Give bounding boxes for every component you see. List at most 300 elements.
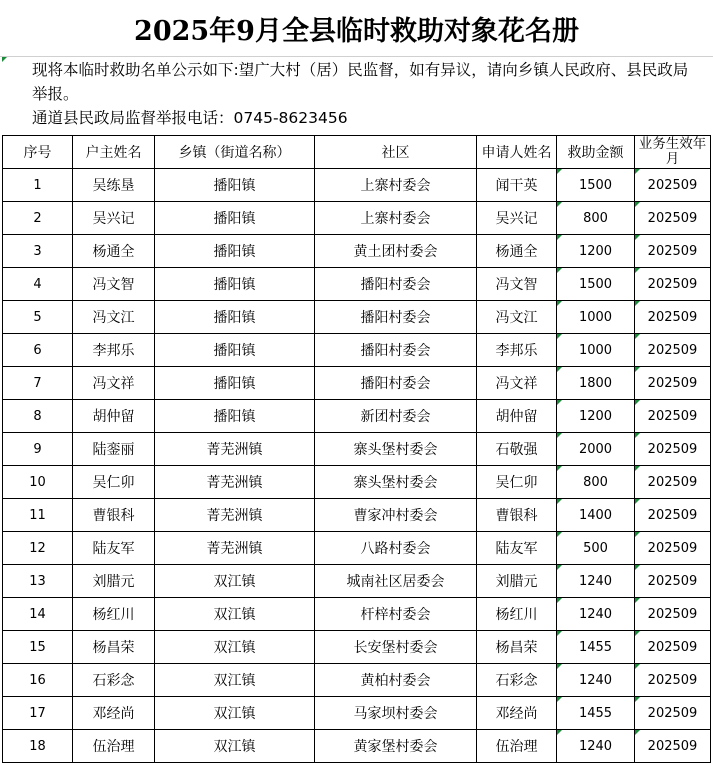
cell-marker-icon	[635, 235, 640, 240]
cell-index-text: 5	[33, 309, 42, 325]
cell-effective-month	[635, 598, 711, 631]
table-row	[3, 631, 711, 664]
cell-amount	[557, 202, 635, 235]
cell-marker-icon	[635, 730, 640, 735]
notice-block	[2, 58, 702, 130]
cell-amount-text: 1500	[578, 276, 613, 292]
cell-marker-icon	[635, 202, 640, 207]
cell-community	[315, 433, 477, 466]
cell-marker-icon	[557, 169, 562, 174]
cell-community-text: 曹家冲村委会	[353, 508, 438, 524]
cell-householder	[73, 565, 155, 598]
header-applicant: 申请人姓名	[477, 136, 557, 169]
cell-marker-icon	[557, 367, 562, 372]
cell-householder	[73, 367, 155, 400]
cell-township	[155, 631, 315, 664]
cell-township	[155, 598, 315, 631]
cell-amount-text: 1200	[578, 408, 613, 424]
cell-community	[315, 169, 477, 202]
cell-effective-month	[635, 268, 711, 301]
cell-township	[155, 499, 315, 532]
cell-amount-text: 1240	[578, 606, 613, 622]
cell-householder	[73, 532, 155, 565]
cell-householder	[73, 466, 155, 499]
cell-marker-icon	[635, 301, 640, 306]
cell-index-text: 17	[29, 705, 46, 721]
cell-applicant	[477, 433, 557, 466]
cell-marker-icon	[635, 169, 640, 174]
cell-applicant-text: 杨红川	[495, 607, 538, 623]
cell-effective-month	[635, 532, 711, 565]
cell-township-text: 播阳镇	[213, 409, 256, 425]
cell-township	[155, 466, 315, 499]
cell-index	[3, 565, 73, 598]
cell-effective-month	[635, 202, 711, 235]
cell-marker-icon	[635, 532, 640, 537]
cell-effective-month	[635, 400, 711, 433]
table-row	[3, 202, 711, 235]
cell-community	[315, 532, 477, 565]
cell-marker-icon	[635, 433, 640, 438]
cell-township-text: 播阳镇	[213, 277, 256, 293]
cell-marker-icon	[557, 235, 562, 240]
cell-effective-month	[635, 235, 711, 268]
cell-householder	[73, 169, 155, 202]
cell-householder	[73, 598, 155, 631]
cell-community-text: 黄家堡村委会	[353, 739, 438, 755]
cell-effective-month	[635, 631, 711, 664]
cell-effective-month-text: 202509	[647, 408, 698, 424]
cell-effective-month	[635, 730, 711, 763]
cell-applicant	[477, 499, 557, 532]
cell-marker-icon	[635, 697, 640, 702]
cell-index-text: 12	[29, 540, 46, 556]
cell-marker-icon	[557, 565, 562, 570]
table-row	[3, 664, 711, 697]
cell-effective-month-text: 202509	[647, 672, 698, 688]
cell-community-text: 上寨村委会	[360, 178, 431, 194]
cell-community-text: 寨头堡村委会	[353, 442, 438, 458]
cell-community-text: 黄柏村委会	[360, 673, 431, 689]
cell-amount	[557, 532, 635, 565]
cell-applicant-text: 石敬强	[495, 442, 538, 458]
cell-marker-icon	[635, 367, 640, 372]
cell-township	[155, 301, 315, 334]
cell-community	[315, 565, 477, 598]
cell-householder-text: 陆銮丽	[92, 442, 135, 458]
cell-householder-text: 石彩念	[92, 673, 135, 689]
cell-township-text: 菁芜洲镇	[206, 475, 263, 491]
cell-township	[155, 235, 315, 268]
cell-township-text: 播阳镇	[213, 244, 256, 260]
table-row	[3, 400, 711, 433]
cell-township-text: 播阳镇	[213, 376, 256, 392]
cell-index	[3, 169, 73, 202]
cell-marker-icon	[557, 334, 562, 339]
cell-township-text: 菁芜洲镇	[206, 442, 263, 458]
cell-marker-icon	[635, 334, 640, 339]
cell-effective-month-text: 202509	[647, 573, 698, 589]
cell-township	[155, 433, 315, 466]
cell-community	[315, 730, 477, 763]
header-index: 序号	[3, 136, 73, 169]
cell-applicant	[477, 334, 557, 367]
cell-marker-icon	[557, 631, 562, 636]
cell-householder	[73, 202, 155, 235]
cell-applicant-text: 刘腊元	[495, 574, 538, 590]
cell-community	[315, 598, 477, 631]
cell-index-text: 13	[29, 573, 46, 589]
cell-effective-month-text: 202509	[647, 177, 698, 193]
cell-effective-month-text: 202509	[647, 309, 698, 325]
cell-township-text: 双江镇	[213, 739, 256, 755]
cell-amount	[557, 268, 635, 301]
cell-householder-text: 刘腊元	[92, 574, 135, 590]
cell-index	[3, 532, 73, 565]
cell-marker-icon	[635, 268, 640, 273]
table-row	[3, 598, 711, 631]
cell-householder	[73, 334, 155, 367]
cell-index-text: 14	[29, 606, 46, 622]
cell-community	[315, 664, 477, 697]
cell-community	[315, 268, 477, 301]
cell-index	[3, 631, 73, 664]
cell-applicant	[477, 631, 557, 664]
cell-marker-icon	[557, 499, 562, 504]
cell-community-text: 城南社区居委会	[346, 574, 445, 590]
cell-amount-text: 1240	[578, 573, 613, 589]
cell-householder	[73, 631, 155, 664]
cell-householder-text: 伍治理	[92, 739, 135, 755]
cell-applicant-text: 陆友军	[495, 541, 538, 557]
cell-applicant	[477, 565, 557, 598]
cell-effective-month	[635, 301, 711, 334]
cell-index	[3, 268, 73, 301]
cell-amount	[557, 631, 635, 664]
cell-community	[315, 367, 477, 400]
table-row	[3, 466, 711, 499]
cell-community	[315, 301, 477, 334]
cell-amount-text: 800	[583, 210, 608, 226]
relief-roster-table	[2, 135, 711, 763]
cell-township	[155, 202, 315, 235]
cell-index-text: 4	[33, 276, 42, 292]
cell-township	[155, 268, 315, 301]
cell-effective-month	[635, 565, 711, 598]
cell-householder	[73, 433, 155, 466]
cell-effective-month	[635, 169, 711, 202]
cell-community-text: 播阳村委会	[360, 310, 431, 326]
cell-marker-icon	[557, 400, 562, 405]
cell-applicant-text: 闻干英	[495, 178, 538, 194]
cell-amount-text: 1455	[578, 705, 613, 721]
cell-township-text: 播阳镇	[213, 343, 256, 359]
cell-amount	[557, 169, 635, 202]
cell-effective-month-text: 202509	[647, 705, 698, 721]
cell-marker-icon	[557, 532, 562, 537]
cell-township	[155, 367, 315, 400]
cell-amount-text: 1455	[578, 639, 613, 655]
cell-effective-month-text: 202509	[647, 441, 698, 457]
cell-township-text: 双江镇	[213, 640, 256, 656]
cell-amount-text: 1500	[578, 177, 613, 193]
cell-township	[155, 565, 315, 598]
cell-index-text: 16	[29, 672, 46, 688]
cell-householder-text: 吴练垦	[92, 178, 135, 194]
cell-community	[315, 235, 477, 268]
cell-applicant-text: 吴仁卯	[495, 475, 538, 491]
cell-amount	[557, 334, 635, 367]
cell-householder	[73, 730, 155, 763]
cell-amount	[557, 400, 635, 433]
cell-householder	[73, 697, 155, 730]
cell-index	[3, 235, 73, 268]
cell-amount-text: 500	[583, 540, 608, 556]
cell-township-text: 双江镇	[213, 607, 256, 623]
cell-amount	[557, 565, 635, 598]
cell-township-text: 双江镇	[213, 574, 256, 590]
cell-township	[155, 334, 315, 367]
cell-community	[315, 400, 477, 433]
header-township: 乡镇（街道名称）	[155, 136, 315, 169]
table-row	[3, 235, 711, 268]
cell-applicant	[477, 466, 557, 499]
cell-householder-text: 吴兴记	[92, 211, 135, 227]
notice-line-1: 现将本临时救助名单公示如下:望广大村（居）民监督，如有异议，请向乡镇人民政府、县民政局举报。	[32, 61, 689, 103]
table-row	[3, 532, 711, 565]
cell-marker-icon	[635, 499, 640, 504]
cell-effective-month-text: 202509	[647, 540, 698, 556]
cell-index	[3, 697, 73, 730]
cell-community-text: 新团村委会	[360, 409, 431, 425]
cell-community-text: 马家坝村委会	[353, 706, 438, 722]
cell-township-text: 菁芜洲镇	[206, 541, 263, 557]
cell-amount-text: 1400	[578, 507, 613, 523]
cell-householder-text: 吴仁卯	[92, 475, 135, 491]
cell-amount	[557, 466, 635, 499]
cell-effective-month-text: 202509	[647, 210, 698, 226]
cell-amount-text: 2000	[578, 441, 613, 457]
cell-index-text: 9	[33, 441, 42, 457]
cell-township-text: 播阳镇	[213, 310, 256, 326]
cell-applicant	[477, 235, 557, 268]
cell-applicant-text: 邓经尚	[495, 706, 538, 722]
cell-community-text: 播阳村委会	[360, 277, 431, 293]
cell-amount	[557, 697, 635, 730]
cell-community	[315, 466, 477, 499]
cell-marker-icon	[557, 730, 562, 735]
cell-effective-month-text: 202509	[647, 507, 698, 523]
cell-community-text: 杆梓村委会	[360, 607, 431, 623]
table-row	[3, 268, 711, 301]
cell-householder-text: 杨红川	[92, 607, 135, 623]
cell-community-text: 播阳村委会	[360, 376, 431, 392]
cell-applicant	[477, 664, 557, 697]
cell-index-text: 8	[33, 408, 42, 424]
cell-effective-month-text: 202509	[647, 342, 698, 358]
cell-marker-icon	[557, 433, 562, 438]
table-row	[3, 334, 711, 367]
document-title: 2025年9月全县临时救助对象花名册	[0, 0, 713, 57]
cell-applicant-text: 吴兴记	[495, 211, 538, 227]
cell-township-text: 播阳镇	[213, 211, 256, 227]
header-amount: 救助金额	[557, 136, 635, 169]
cell-applicant-text: 伍治理	[495, 739, 538, 755]
cell-amount	[557, 730, 635, 763]
cell-community	[315, 499, 477, 532]
cell-effective-month	[635, 334, 711, 367]
cell-effective-month-text: 202509	[647, 276, 698, 292]
cell-index	[3, 433, 73, 466]
cell-community-text: 播阳村委会	[360, 343, 431, 359]
cell-township	[155, 532, 315, 565]
cell-marker-icon	[635, 631, 640, 636]
cell-amount-text: 1200	[578, 243, 613, 259]
cell-community-text: 长安堡村委会	[353, 640, 438, 656]
cell-index	[3, 664, 73, 697]
cell-index-text: 7	[33, 375, 42, 391]
cell-effective-month	[635, 466, 711, 499]
cell-householder	[73, 235, 155, 268]
cell-effective-month	[635, 499, 711, 532]
table-row	[3, 697, 711, 730]
cell-effective-month-text: 202509	[647, 606, 698, 622]
cell-householder	[73, 268, 155, 301]
cell-township-text: 菁芜洲镇	[206, 508, 263, 524]
table-row	[3, 433, 711, 466]
cell-township	[155, 400, 315, 433]
cell-index-text: 10	[29, 474, 46, 490]
cell-township-text: 播阳镇	[213, 178, 256, 194]
cell-householder	[73, 301, 155, 334]
cell-householder-text: 杨通全	[92, 244, 135, 260]
cell-householder-text: 曹银科	[92, 508, 135, 524]
header-householder: 户主姓名	[73, 136, 155, 169]
cell-index-text: 18	[29, 738, 46, 754]
cell-amount	[557, 367, 635, 400]
cell-township	[155, 697, 315, 730]
cell-marker-icon	[635, 400, 640, 405]
cell-applicant	[477, 169, 557, 202]
cell-community-text: 黄土团村委会	[353, 244, 438, 260]
cell-effective-month-text: 202509	[647, 375, 698, 391]
header-effective-month: 业务生效年月	[635, 136, 711, 169]
cell-applicant-text: 冯文智	[495, 277, 538, 293]
cell-community	[315, 697, 477, 730]
cell-marker-icon	[635, 598, 640, 603]
cell-householder-text: 胡仲留	[92, 409, 135, 425]
cell-householder-text: 冯文祥	[92, 376, 135, 392]
cell-marker-icon	[557, 202, 562, 207]
cell-applicant-text: 胡仲留	[495, 409, 538, 425]
cell-index	[3, 301, 73, 334]
cell-township	[155, 169, 315, 202]
cell-householder-text: 李邦乐	[92, 343, 135, 359]
cell-amount-text: 1240	[578, 738, 613, 754]
cell-index-text: 6	[33, 342, 42, 358]
cell-township-text: 双江镇	[213, 673, 256, 689]
cell-applicant	[477, 598, 557, 631]
cell-community	[315, 202, 477, 235]
table-row	[3, 499, 711, 532]
cell-householder-text: 邓经尚	[92, 706, 135, 722]
cell-effective-month-text: 202509	[647, 243, 698, 259]
cell-marker-icon	[557, 268, 562, 273]
cell-community	[315, 631, 477, 664]
cell-marker-icon	[557, 664, 562, 669]
cell-applicant-text: 冯文江	[495, 310, 538, 326]
cell-effective-month-text: 202509	[647, 639, 698, 655]
cell-householder	[73, 664, 155, 697]
cell-householder-text: 冯文智	[92, 277, 135, 293]
table-row	[3, 367, 711, 400]
cell-index	[3, 730, 73, 763]
cell-applicant-text: 石彩念	[495, 673, 538, 689]
cell-effective-month-text: 202509	[647, 738, 698, 754]
cell-applicant	[477, 400, 557, 433]
cell-amount-text: 1240	[578, 672, 613, 688]
cell-applicant	[477, 532, 557, 565]
header-community: 社区	[315, 136, 477, 169]
cell-index-text: 15	[29, 639, 46, 655]
cell-applicant	[477, 367, 557, 400]
cell-effective-month	[635, 697, 711, 730]
cell-amount-text: 1000	[578, 342, 613, 358]
cell-applicant-text: 冯文祥	[495, 376, 538, 392]
cell-community-text: 上寨村委会	[360, 211, 431, 227]
cell-applicant	[477, 697, 557, 730]
cell-index	[3, 334, 73, 367]
cell-householder-text: 冯文江	[92, 310, 135, 326]
cell-marker-icon	[557, 466, 562, 471]
cell-township	[155, 730, 315, 763]
cell-effective-month-text: 202509	[647, 474, 698, 490]
cell-applicant	[477, 202, 557, 235]
cell-township	[155, 664, 315, 697]
cell-marker-icon	[635, 466, 640, 471]
cell-index-text: 11	[29, 507, 46, 523]
cell-amount-text: 1800	[578, 375, 613, 391]
cell-effective-month	[635, 433, 711, 466]
cell-community	[315, 334, 477, 367]
table-row	[3, 730, 711, 763]
cell-householder-text: 杨昌荣	[92, 640, 135, 656]
cell-applicant-text: 杨通全	[495, 244, 538, 260]
cell-index	[3, 202, 73, 235]
cell-marker-icon	[635, 664, 640, 669]
cell-marker-icon	[557, 697, 562, 702]
cell-effective-month	[635, 367, 711, 400]
cell-applicant	[477, 730, 557, 763]
cell-index-text: 1	[33, 177, 42, 193]
cell-index	[3, 466, 73, 499]
cell-amount	[557, 433, 635, 466]
cell-community-text: 寨头堡村委会	[353, 475, 438, 491]
cell-applicant-text: 曹银科	[495, 508, 538, 524]
cell-township-text: 双江镇	[213, 706, 256, 722]
cell-amount-text: 1000	[578, 309, 613, 325]
cell-marker-icon	[557, 301, 562, 306]
cell-amount	[557, 598, 635, 631]
cell-marker-icon	[635, 565, 640, 570]
cell-marker-icon	[557, 598, 562, 603]
cell-amount-text: 800	[583, 474, 608, 490]
cell-index-text: 2	[33, 210, 42, 226]
cell-index	[3, 499, 73, 532]
table-row	[3, 301, 711, 334]
cell-householder-text: 陆友军	[92, 541, 135, 557]
table-header-row	[3, 136, 711, 169]
